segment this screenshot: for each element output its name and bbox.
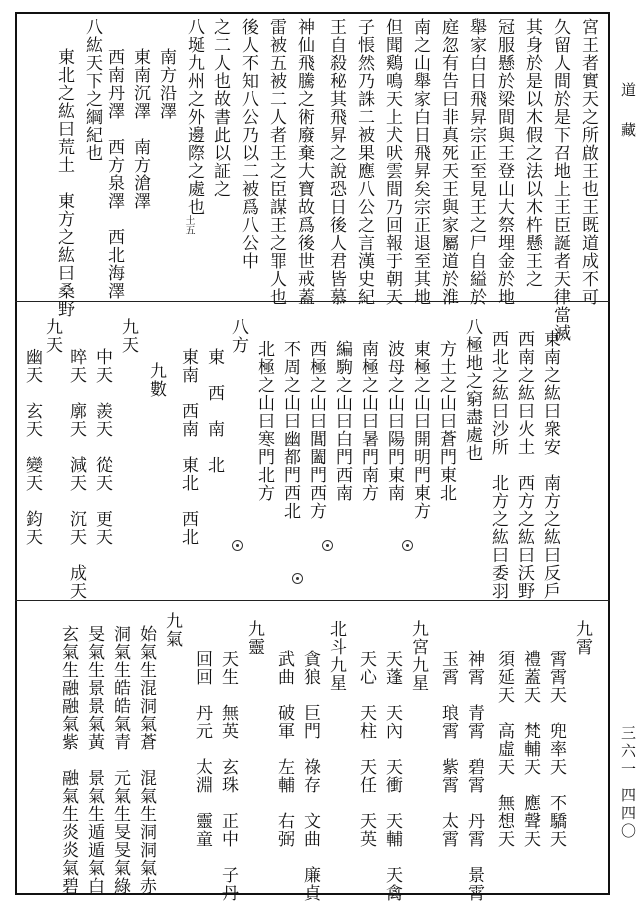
text-column: 庭忽有告曰非真死天王與家屬道於淮 xyxy=(438,18,458,306)
text-column: 東南 西南 東北 西北 xyxy=(178,348,198,546)
section-heading: 八極地之窮盡處也 xyxy=(462,318,482,462)
binding-hole-icon xyxy=(232,540,243,551)
list-column: 南方沿澤 xyxy=(156,48,176,120)
text-column: 宮王者實天之所啟王也王既道成不可 xyxy=(578,18,598,306)
text-column: 霄霄天 兜率天 不驕天 xyxy=(546,650,566,848)
inline-note: 土五 xyxy=(183,215,194,235)
text-column: 幽天 玄天 變天 鈞天 xyxy=(22,348,42,546)
text-column: 北極之山曰寒門北方 xyxy=(254,340,274,502)
section-heading: 八方 xyxy=(228,318,248,354)
text-column: 王自殺秘其飛昇之說恐日後人君皆慕 xyxy=(326,18,346,306)
text-column: 西南之紘曰火土 西方之紘曰沃野 xyxy=(514,330,534,600)
text-column: 神仙飛騰之術廢棄大寶故爲後世戒蓋 xyxy=(294,18,314,306)
text-column: 玉霄 琅霄 紫霄 太霄 xyxy=(438,650,458,848)
text-column: 方土之山曰蒼門東北 xyxy=(436,340,456,502)
text-column: 西極之山曰閶闔門西方 xyxy=(306,340,326,520)
text-column: 南之山舉家白日飛昇矣宗正退至其地 xyxy=(410,18,430,306)
text-column: 東南之紘曰衆安 南方之紘曰反戶 xyxy=(540,330,560,600)
text-column: 中天 羨天 從天 更天 xyxy=(92,348,112,546)
section-heading: 九霄 xyxy=(572,620,592,656)
text-column: 始氣生混洞氣蒼 混氣生洞洞氣赤 xyxy=(136,625,156,895)
section-heading: 八紘天下之綱紀也 xyxy=(82,18,102,162)
list-column: 東南沉澤 南方滄澤 xyxy=(130,48,150,210)
text-column: 冠服懸於梁間與王登山大祭埋金於地 xyxy=(494,18,514,306)
text-column: 東極之山曰開明門東方 xyxy=(410,340,430,520)
text-column: 東 西 南 北 xyxy=(204,348,224,474)
text-column: 舉家白日飛昇宗正至見王之尸自縊於 xyxy=(466,18,486,306)
text-column: 天生 無英 玄珠 正中 子丹 xyxy=(218,650,238,902)
text-column: 久留人間於是下召地上王臣誕者天律當滅 xyxy=(550,18,570,342)
section-heading: 九天 xyxy=(42,318,62,354)
text-column: 神霄 青霄 碧霄 丹霄 景霄 xyxy=(464,650,484,902)
text-column: 天心 天柱 天任 天英 xyxy=(356,650,376,848)
list-column: 西南丹澤 西方泉澤 西北海澤 xyxy=(104,48,124,300)
text-column: 貪狼 巨門 祿存 文曲 廉貞 xyxy=(300,650,320,902)
text-column: 後人不知八公乃以二被爲八公中 xyxy=(238,18,258,270)
text-column: 禮蓋天 梵輔天 應聲天 xyxy=(520,650,540,848)
text-column: 東北之紘曰荒土 東方之紘曰桑野 xyxy=(54,48,74,318)
book-title: 道 藏 xyxy=(619,82,637,147)
section-heading: 北斗九星 xyxy=(326,620,346,692)
text-column: 波母之山曰陽門東南 xyxy=(384,340,404,502)
section-heading: 九天 xyxy=(118,318,138,354)
text-column: 子悵然乃誅二被果應八公之言漢史紀 xyxy=(354,18,374,306)
text-column: 之二人也故書此以証之 xyxy=(210,18,230,198)
panel-divider-2 xyxy=(15,600,610,601)
text-column: 洞氣生皓皓氣青 元氣生旻旻氣綠 xyxy=(110,625,130,895)
section-heading: 九數 xyxy=(146,362,166,398)
text-column: 西北之紘曰沙所 北方之紘曰委羽 xyxy=(488,330,508,600)
text-column: 晬天 廓天 減天 沉天 成天 xyxy=(66,348,86,600)
text-column: 玄氣生融融氣紫 融氣生炎炎氣碧 xyxy=(58,625,78,895)
text-column: 南極之山曰暑門南方 xyxy=(358,340,378,502)
text-column: 回回 丹元 太淵 靈童 xyxy=(192,650,212,848)
section-heading: 九宮九星 xyxy=(408,620,428,692)
section-heading: 八埏九州之外邊際之處也 xyxy=(184,18,204,216)
page-number: 三六一 四四〇 xyxy=(619,725,637,841)
text-column: 雷被五被二人者王之臣謀王之罪人也 xyxy=(266,18,286,306)
text-column: 編駒之山曰白門西南 xyxy=(332,340,352,502)
text-column: 武曲 破軍 左輔 右弼 xyxy=(274,650,294,848)
text-column: 旻氣生景景氣黃 景氣生遁遁氣白 xyxy=(84,625,104,895)
section-heading: 九靈 xyxy=(244,620,264,656)
text-column: 天蓬 天內 天衝 天輔 天禽 xyxy=(382,650,402,902)
text-column: 須延天 高虛天 無想天 xyxy=(494,650,514,848)
text-column: 但聞鷄鳴天上犬吠雲間乃回報于朝天 xyxy=(382,18,402,306)
text-column: 其身於是以木假之法以木杵懸王之 xyxy=(522,18,542,288)
section-heading: 九氣 xyxy=(162,612,182,648)
text-column: 不周之山曰幽都門西北 xyxy=(280,340,300,520)
